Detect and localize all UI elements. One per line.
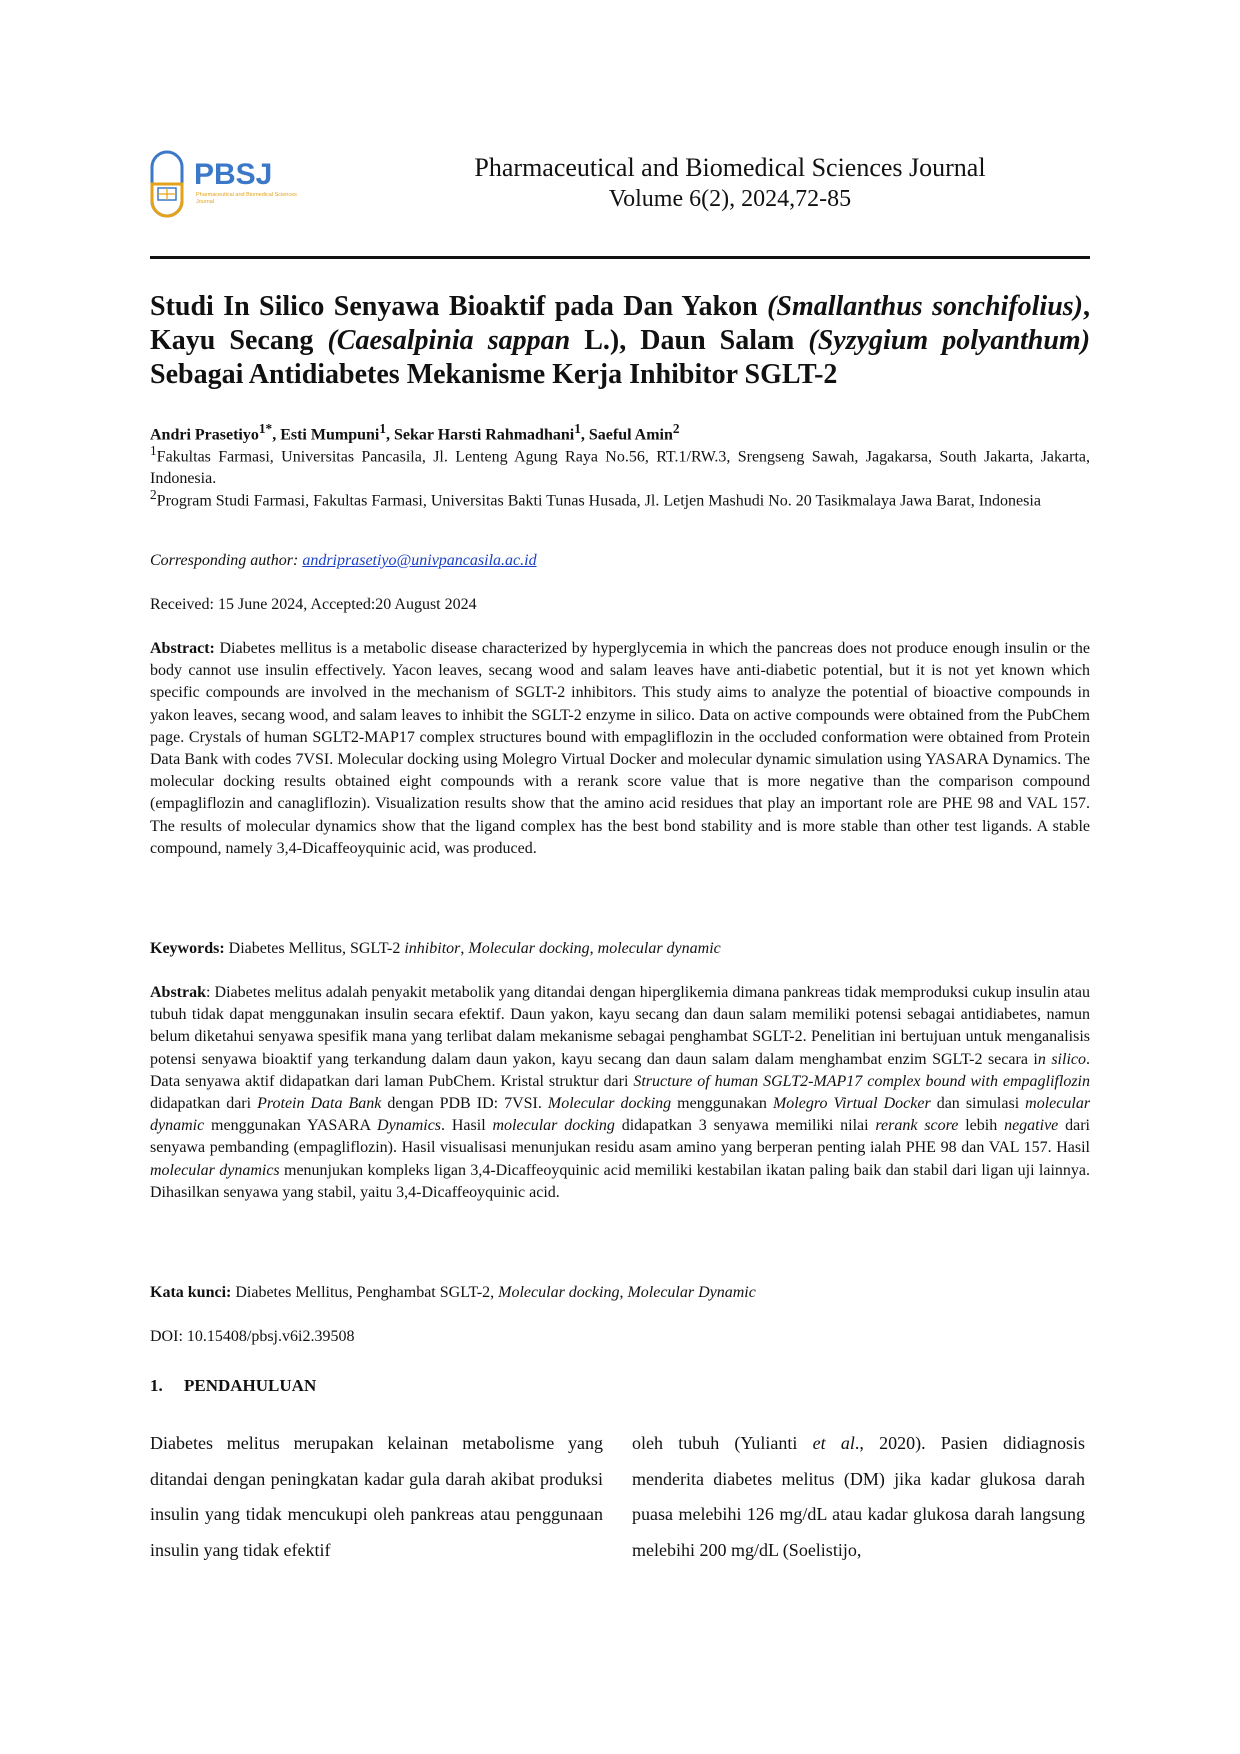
corresponding-email-link[interactable]: andriprasetiyo@univpancasila.ac.id [302,552,537,569]
keywords-english: Keywords: Diabetes Mellitus, SGLT-2 inhibitor, Molecular docking, molecular dynamic [150,940,721,957]
paper-title: Studi In Silico Senyawa Bioaktif pada Dan Yakon (Smallanthus sonchifolius), Kayu Secang (Caesalpinia sappan L.), Daun Salam (Syzygium polyanthum) Sebagai Antidiabetes Mekanisme Kerja Inhibitor SGLT-2 [150,291,1091,390]
affiliation-1: $^1$Fakultas Farmasi, Universitas Pancasila, Jl. Lenteng Agung Raya No.56, RT.1/RW.3, Srengseng Sawah, Jagakarsa, South Jakarta, Jakarta, Indonesia. [150,443,1090,488]
keywords-indonesian: Kata kunci: Diabetes Mellitus, Penghambat SGLT-2, Molecular docking, Molecular Dynamic [150,1284,756,1301]
logo-text: PBSJ [194,158,273,191]
header-rule [150,256,1090,259]
section-title: PENDAHULUAN [184,1376,317,1395]
logo-subtitle: Pharmaceutical and Biomedical Sciences Journal [196,192,297,205]
journal-logo [148,148,308,228]
pbsj-logo-icon [148,148,308,228]
doi: DOI: 10.15408/pbsj.v6i2.39508 [150,1328,355,1345]
abstract-indonesian: Abstrak: Diabetes melitus adalah penyakit metabolik yang ditandai dengan hiperglikemia dimana pankreas tidak memproduksi cukup insulin atau tubuh tidak dapat menggunakan insulin secara efektif. Daun yakon, kayu secang dan daun salam memiliki potensi sebagai antidiabetes, namun belum diketahui senyawa spesifik mana yang terlibat dalam mekanisme sebagai penghambat SGLT-2. Penelitian ini bertujuan untuk menganalisis potensi senyawa bioaktif yang terkandung dalam daun yakon, kayu secang dan daun salam dalam menghambat enzim SGLT-2 secara in silico. Data senyawa aktif didapatkan dari laman PubChem. Kristal struktur dari Structure of human SGLT2-MAP17 complex bound with empagliflozin didapatkan dari Protein Data Bank dengan PDB ID: 7VSI. Molecular docking menggunakan Molegro Virtual Docker dan simulasi molecular dynamic menggunakan YASARA Dynamics. Hasil molecular docking didapatkan 3 senyawa memiliki nilai rerank score lebih negative dari senyawa pembanding (empagliflozin). Hasil visualisasi menunjukan residu asam amino yang berperan penting ialah PHE 98 dan VAL 157. Hasil molecular dynamics menunjukan kompleks ligan 3,4-Dicaffeoyquinic acid memiliki kestabilan ikatan paling baik dan stabil dari ligan uji lainnya. Dihasilkan senyawa yang stabil, yaitu 3,4-Dicaffeoyquinic acid. [150,984,1091,1201]
section-heading [150,1374,1090,1398]
journal-name: Pharmaceutical and Biomedical Sciences Journal [474,153,986,182]
intro-column-right: oleh tubuh (Yulianti et al., 2020). Pasien didiagnosis menderita diabetes melitus (DM) jika kadar glukosa darah puasa melebihi 126 mg/dL atau kadar glukosa darah langsung melebihi 200 mg/dL (Soelistijo, [632,1433,1086,1560]
affiliation-2: $^2$Program Studi Farmasi, Fakultas Farmasi, Universitas Bakti Tunas Husada, Jl. Letjen Mashudi No. 20 Tasikmalaya Jawa Barat, Indonesia [150,487,1041,510]
corresponding-author: Corresponding author: andriprasetiyo@univpancasila.ac.id [150,552,537,569]
section-number: 1. [150,1376,163,1395]
journal-header [360,152,1100,214]
received-dates: Received: 15 June 2024, Accepted:20 August 2024 [150,596,477,613]
intro-column-left: Diabetes melitus merupakan kelainan metabolisme yang ditandai dengan peningkatan kadar gula darah akibat produksi insulin yang tidak mencukupi oleh pankreas atau penggunaan insulin yang tidak efektif [150,1433,603,1560]
author-list: Andri Prasetiyo$^{1*}$, Esti Mumpuni$^1$, Sekar Harsti Rahmadhani$^1$, Saeful Amin$^2$ [150,421,680,444]
abstract-english: Abstract: Diabetes mellitus is a metabolic disease characterized by hyperglycemia in which the pancreas does not produce enough insulin or the body cannot use insulin effectively. Yacon leaves, secang wood and salam leaves have anti-diabetic potential, but it is not yet known which specific compounds are involved in the mechanism of SGLT-2 inhibitors. This study aims to analyze the potential of bioactive compounds in yakon leaves, secang wood, and salam leaves to inhibit the SGLT-2 enzyme in silico. Data on active compounds were obtained from the PubChem page. Crystals of human SGLT2-MAP17 complex structures bound with empagliflozin in the occluded conformation were obtained from Protein Data Bank with codes 7VSI. Molecular docking using Molegro Virtual Docker and molecular dynamic simulation using YASARA Dynamics. The molecular docking results obtained eight compounds with a rerank score value that is more negative than the comparison compound (empagliflozin and canagliflozin). Visualization results show that the amino acid residues that play an important role are PHE 98 and VAL 157. The results of molecular dynamics show that the ligand complex has the best bond stability and is more stable than other test ligands. A stable compound, namely 3,4-Dicaffeoyquinic acid, was produced. [150,640,1090,857]
journal-volume: Volume 6(2), 2024,72-85 [608,186,852,212]
